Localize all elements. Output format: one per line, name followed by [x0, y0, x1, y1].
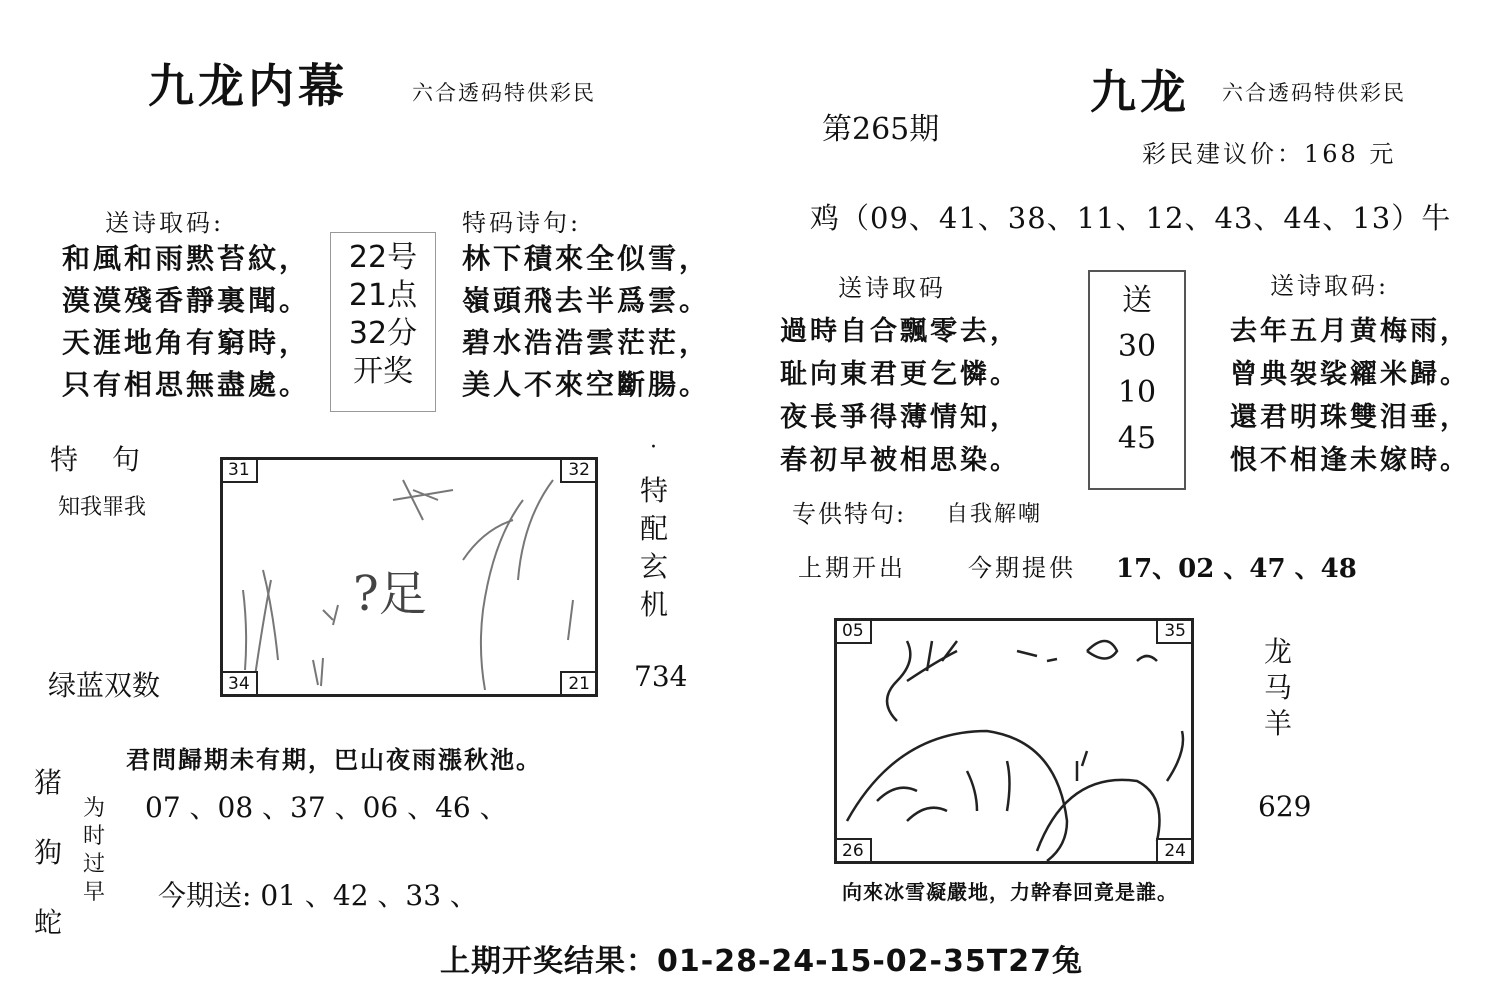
box-line: 21点	[348, 278, 418, 313]
corner-number: 24	[1156, 838, 1194, 864]
vertical-char: 狗	[33, 836, 62, 869]
poem-line: 天涯地角有窮時，	[62, 326, 311, 359]
price-label: 彩民建议价：168 元	[1142, 140, 1397, 168]
left-special-poem-label: 特码诗句:	[462, 209, 582, 237]
issue-number: 第265期	[822, 112, 940, 147]
poem-line: 和風和雨黙苔紋，	[62, 242, 311, 275]
left-side-number: 734	[634, 660, 688, 693]
right-side-vertical	[1258, 634, 1298, 742]
corner-number: 35	[1156, 618, 1194, 644]
vertical-char: 过	[82, 852, 105, 877]
right-sketch-picture	[834, 618, 1194, 864]
vertical-char: 玄	[639, 550, 668, 583]
send-line-label: 今期送:	[158, 879, 252, 912]
this-issue-numbers: 17、02 、47 、48	[1116, 554, 1357, 584]
left-poem-line: 君問歸期未有期，巴山夜雨漲秋池。	[126, 745, 542, 774]
vertical-char: 为	[82, 796, 105, 821]
left-zodiac-vertical	[28, 748, 68, 958]
svg-text:?足: ?足	[353, 566, 427, 622]
left-send-poem-label: 送诗取码:	[105, 209, 225, 237]
chicken-line: 鸡（09、41、38、11、12、43、44、13）牛	[810, 201, 1452, 235]
poem-line: 嶺頭飛去半爲雲。	[462, 284, 711, 317]
right-send-poem-right	[1230, 310, 1470, 482]
corner-number: 34	[220, 671, 258, 697]
poem-line: 只有相思無盡處。	[62, 368, 311, 401]
corner-number: 21	[560, 671, 598, 697]
vertical-char: 特	[639, 474, 668, 507]
right-caption: 向來冰雪凝嚴地，力幹春回竟是誰。	[842, 880, 1178, 904]
box-line: 送	[1122, 283, 1152, 318]
right-special-label: 专供特句:	[792, 500, 907, 528]
left-color-label: 绿蓝双数	[48, 669, 161, 702]
send-line-numbers: 01 、42 、33 、	[260, 879, 478, 912]
box-line: 45	[1117, 421, 1157, 456]
right-side-number: 629	[1258, 790, 1312, 823]
corner-number: 26	[834, 838, 872, 864]
left-time-box	[330, 232, 436, 412]
left-special-phrase: 知我罪我	[58, 495, 147, 520]
right-send-poem-left	[780, 310, 1020, 482]
left-subtitle: 六合透码特供彩民	[412, 81, 596, 105]
vertical-char: 猪	[33, 766, 62, 799]
poem-line: 還君明珠雙泪垂，	[1230, 402, 1470, 433]
right-title: 九龙	[1090, 65, 1190, 119]
sketch-drawing	[837, 621, 1191, 861]
left-special-phrase-label: 特 句	[50, 443, 144, 476]
right-send-poem-label-right: 送诗取码:	[1270, 272, 1390, 300]
box-line: 开奖	[353, 354, 413, 389]
left-sketch-picture	[220, 457, 598, 697]
corner-number: 05	[834, 618, 872, 644]
left-send-poem	[62, 238, 310, 406]
left-side-dot: ·	[650, 435, 657, 460]
sketch-drawing	[223, 460, 595, 694]
vertical-char: 龙	[1263, 635, 1292, 668]
left-numbers-line: 07 、08 、37 、06 、46 、	[145, 791, 508, 824]
this-issue-label: 今期提供	[968, 554, 1076, 582]
left-send-line	[158, 874, 478, 914]
left-special-poem	[462, 238, 710, 406]
box-line: 10	[1117, 375, 1157, 410]
left-title: 九龙内幕	[148, 59, 348, 113]
too-early-vertical	[76, 795, 112, 907]
poem-line: 曾典袈裟糴米歸。	[1230, 359, 1470, 390]
poem-line: 過時自合飄零去，	[780, 316, 1020, 347]
vertical-char: 时	[82, 824, 105, 849]
last-result-line: 上期开奖结果：01-28-24-15-02-35T27兔	[440, 944, 1083, 979]
right-special-text: 自我解嘲	[946, 502, 1043, 527]
poem-line: 春初早被相思染。	[780, 445, 1020, 476]
last-issue-label: 上期开出	[798, 554, 906, 582]
corner-number: 32	[560, 457, 598, 483]
poem-line: 恨不相逢未嫁時。	[1230, 445, 1470, 476]
corner-number: 31	[220, 457, 258, 483]
poem-line: 夜長爭得薄情知，	[780, 402, 1020, 433]
right-subtitle: 六合透码特供彩民	[1222, 81, 1406, 105]
vertical-char: 马	[1263, 671, 1292, 704]
left-side-vertical	[634, 472, 674, 624]
vertical-char: 配	[639, 512, 668, 545]
vertical-char: 蛇	[33, 906, 62, 939]
poem-line: 去年五月黄梅雨，	[1230, 316, 1470, 347]
right-send-box	[1088, 270, 1186, 490]
box-line: 32分	[348, 316, 418, 351]
vertical-char: 早	[82, 880, 105, 905]
vertical-char: 机	[639, 588, 668, 621]
poem-line: 林下積來全似雪，	[462, 242, 711, 275]
right-send-poem-label-left: 送诗取码	[838, 274, 946, 302]
poem-line: 耻向東君更乞憐。	[780, 359, 1020, 390]
box-line: 22号	[348, 240, 418, 275]
poem-line: 碧水浩浩雲茫茫，	[462, 326, 711, 359]
box-line: 30	[1117, 329, 1157, 364]
poem-line: 漠漠殘香靜裏聞。	[62, 284, 311, 317]
poem-line: 美人不來空斷腸。	[462, 368, 711, 401]
vertical-char: 羊	[1263, 707, 1292, 740]
